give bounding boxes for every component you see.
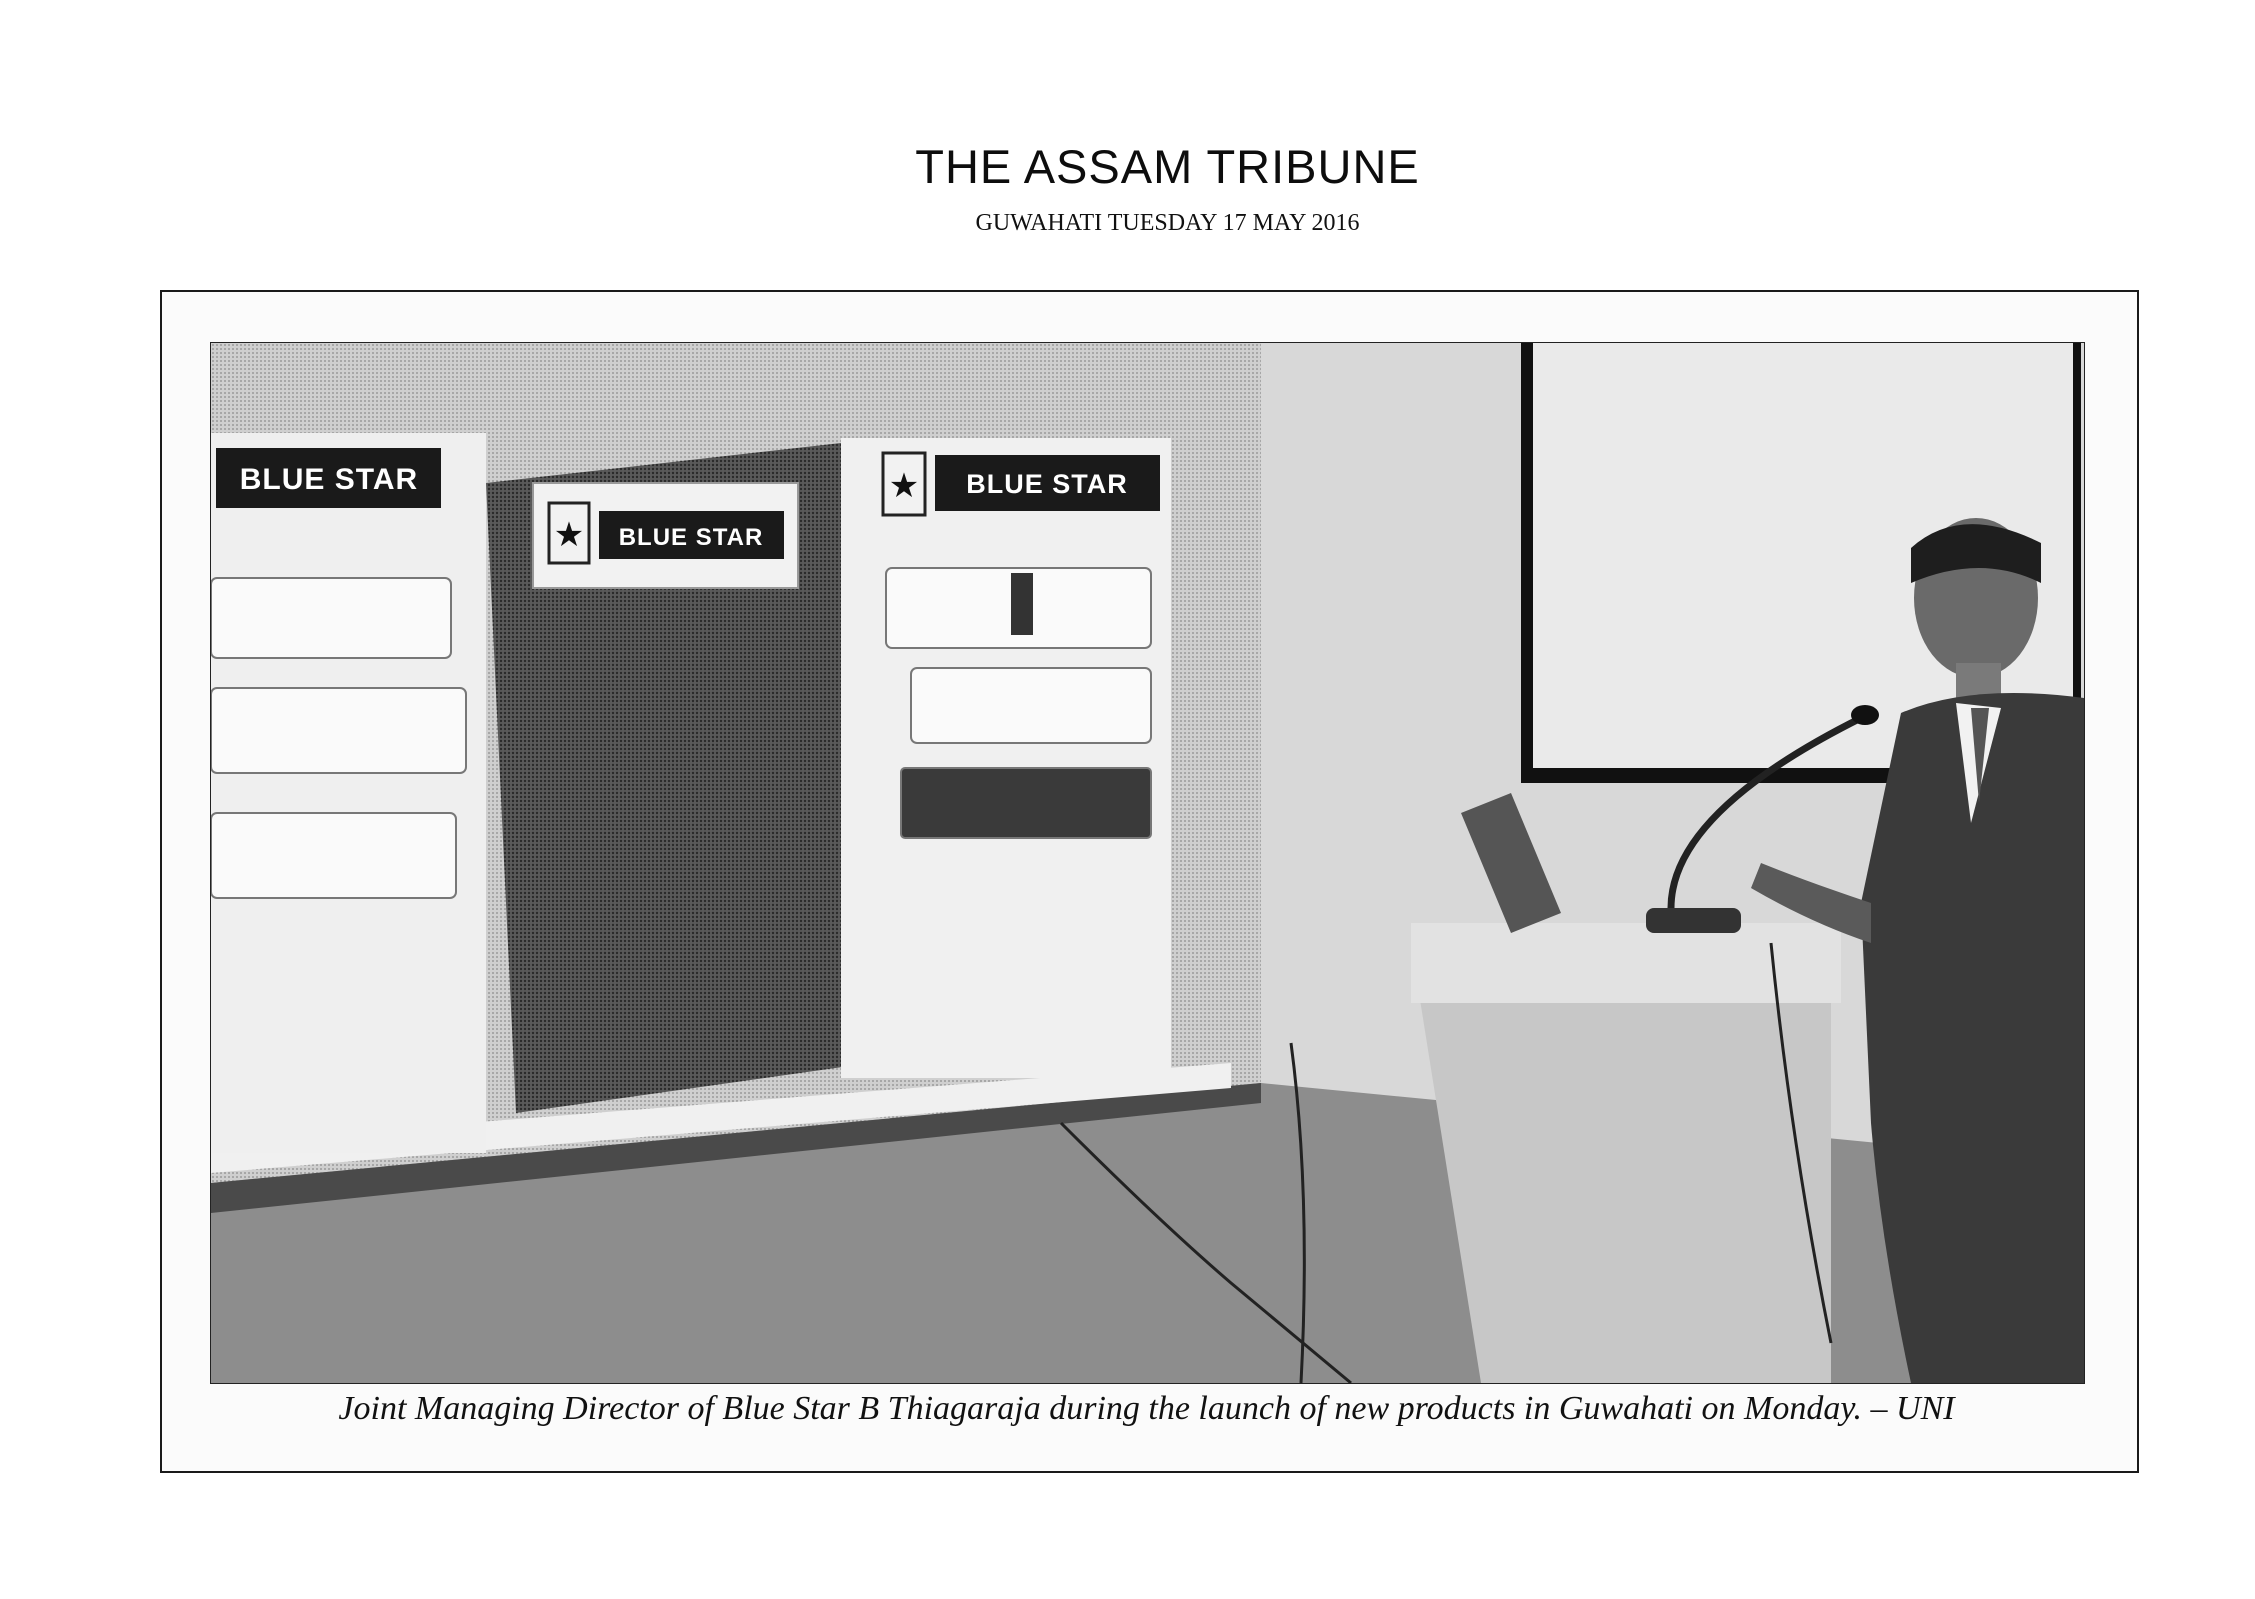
left-display-panel — [211, 433, 486, 1153]
photo-caption: Joint Managing Director of Blue Star B Thiagaraja during the launch of new products in Guwahati on Monday. – UNI — [338, 1390, 1955, 1427]
star-logo-icon: ★ — [553, 516, 585, 554]
ac-unit — [211, 813, 456, 898]
microphone — [1851, 705, 1879, 725]
newspaper-name: THE ASSAM TRIBUNE — [915, 140, 1420, 193]
podium — [1411, 943, 1831, 1383]
news-clipping — [160, 290, 2139, 1473]
masthead — [0, 140, 2255, 237]
dateline: GUWAHATI TUESDAY 17 MAY 2016 — [975, 210, 1360, 236]
ac-unit — [911, 668, 1151, 743]
ac-unit — [211, 688, 466, 773]
left-sign-text: BLUE STAR — [239, 463, 419, 496]
right-sign-text: BLUE STAR — [966, 469, 1128, 499]
center-sign-text: BLUE STAR — [618, 524, 764, 551]
ac-unit — [901, 768, 1151, 838]
news-photo — [210, 342, 2085, 1384]
right-display-panel — [841, 438, 1171, 1078]
ac-unit — [211, 578, 451, 658]
star-logo-icon: ★ — [888, 467, 920, 505]
photo-illustration — [211, 343, 2084, 1383]
